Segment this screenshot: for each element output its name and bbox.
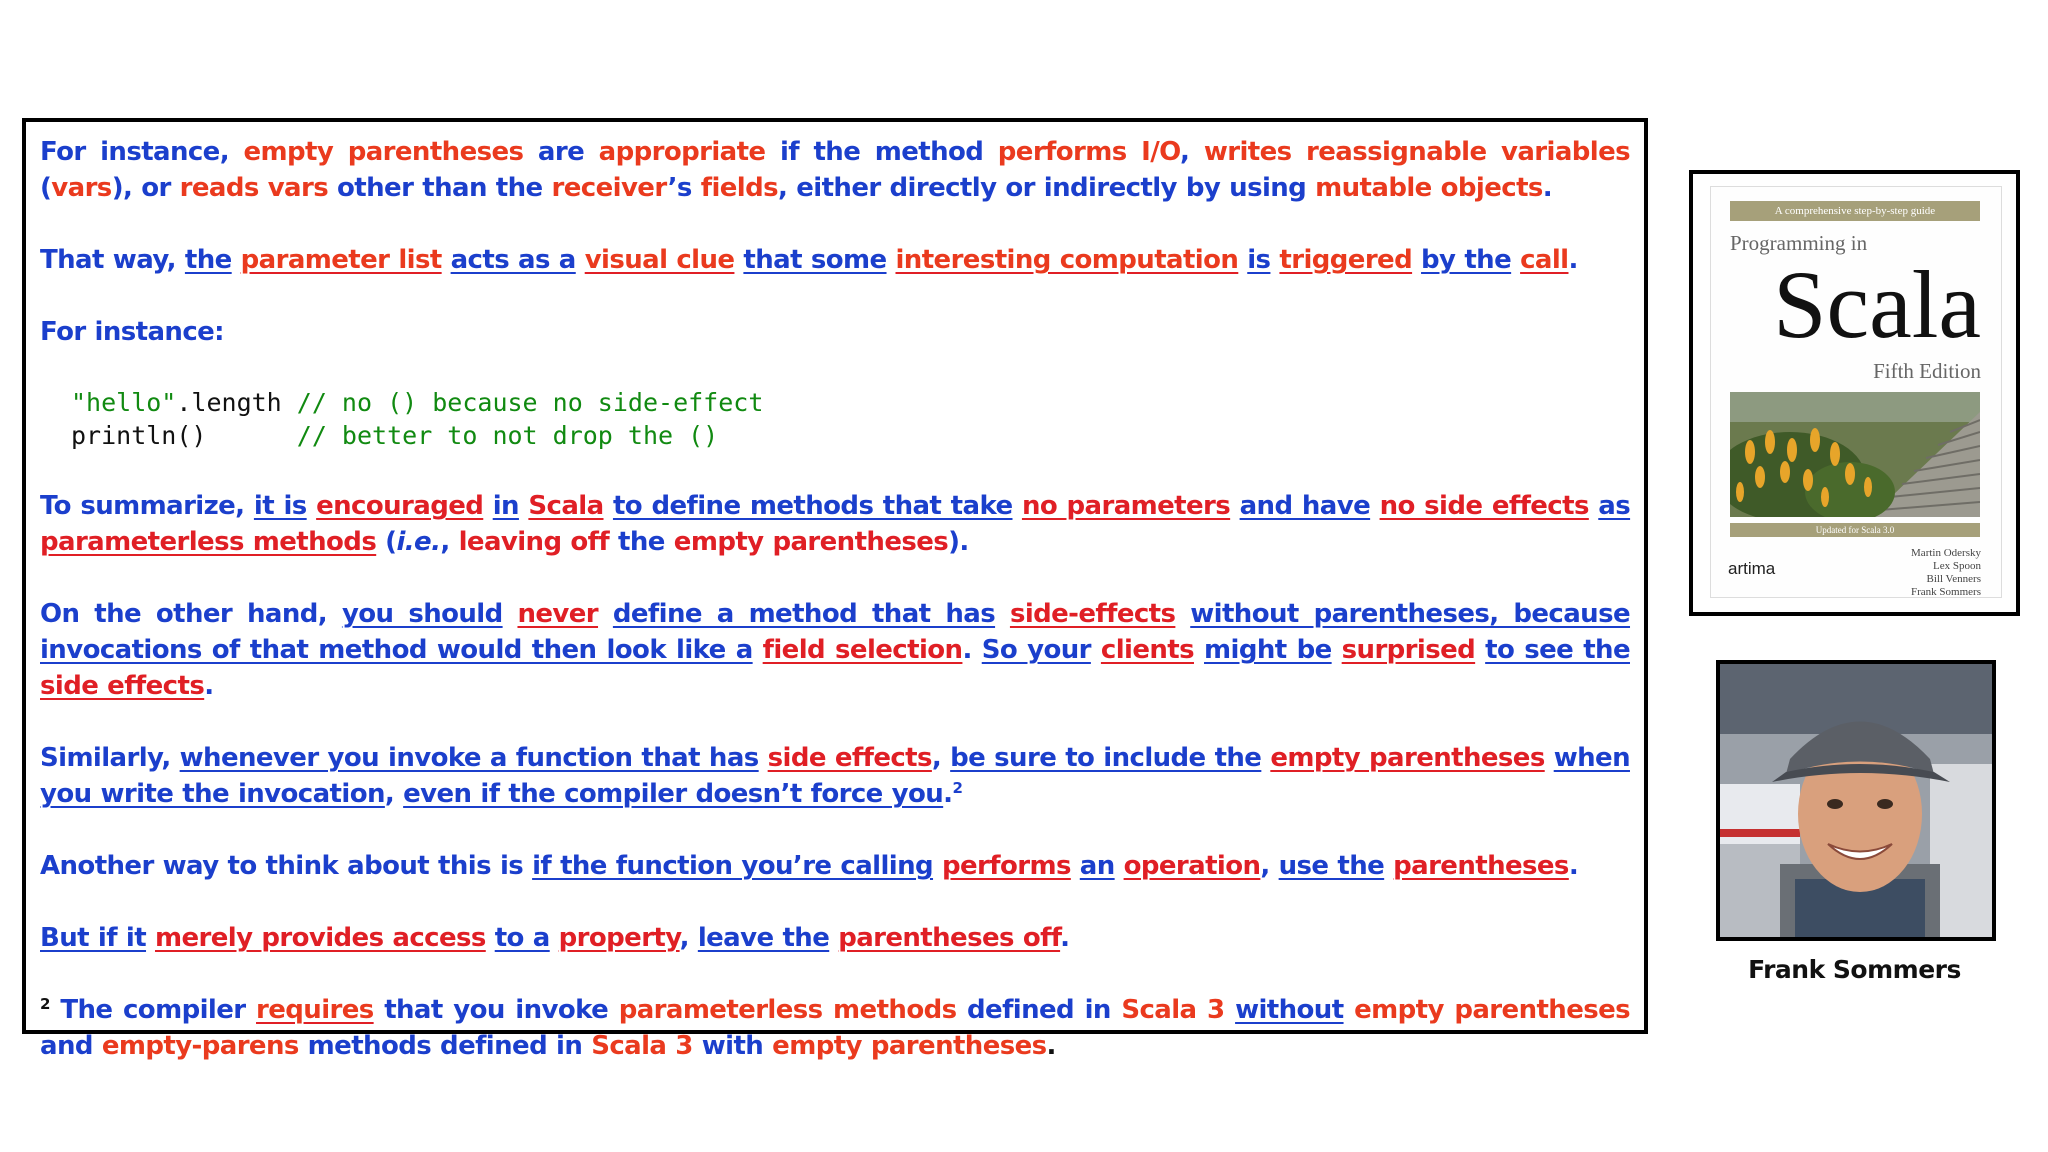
text-run: other than the: [328, 173, 543, 203]
text-run: that you invoke: [384, 995, 609, 1025]
book-cover-frame: [1689, 170, 2020, 616]
text-run: and: [40, 1031, 93, 1061]
text-run: To summarize,: [40, 491, 245, 521]
text-run: fields: [691, 173, 779, 203]
text-run: by the: [1421, 245, 1512, 275]
text-run: mutable objects: [1306, 173, 1543, 203]
book-cover-photo: [1730, 392, 1980, 517]
text-run: ,: [679, 923, 689, 953]
text-run: empty parentheses: [229, 137, 524, 167]
text-run: empty parentheses: [1343, 995, 1631, 1025]
text-run: parameterless methods: [608, 995, 957, 1025]
text-run: Scala: [528, 491, 604, 521]
text-run: appropriate: [584, 137, 766, 167]
text-run: empty-parens: [92, 1031, 299, 1061]
text-run: is: [1247, 245, 1271, 275]
paragraph-3: For instance:: [40, 317, 224, 347]
text-run: So your: [981, 635, 1091, 665]
text-run: writes reassignable variables: [1189, 137, 1631, 167]
text-run: triggered: [1279, 245, 1413, 275]
text-run: clients: [1100, 635, 1194, 665]
text-run: are: [523, 137, 585, 167]
book-edition: Fifth Edition: [1873, 359, 1981, 383]
text-run: to a: [494, 923, 550, 953]
paragraph-1: [40, 134, 1630, 206]
text-run: leaving off: [449, 527, 610, 557]
text-run: that some: [743, 245, 887, 275]
text-run: performs: [941, 851, 1071, 881]
text-run: receiver: [542, 173, 668, 203]
book-update-band: Updated for Scala 3.0: [1730, 523, 1980, 537]
book-pre-title: Programming in: [1730, 231, 1868, 255]
paragraph-8: [40, 920, 1630, 956]
text-run: without: [1235, 995, 1344, 1025]
paragraph-7: [40, 848, 1630, 884]
text-run: if the method: [765, 137, 984, 167]
text-run: be sure to include the: [950, 743, 1262, 773]
code-block: [71, 386, 1630, 452]
text-run: no parameters: [1021, 491, 1231, 521]
text-run: it is: [253, 491, 307, 521]
text-run: to see the: [1485, 635, 1630, 665]
text-run: never: [517, 599, 599, 629]
book-author: Bill Venners: [1926, 573, 1981, 585]
text-run: methods defined in: [298, 1031, 583, 1061]
text-run: The compiler: [49, 995, 246, 1025]
book-author: Frank Sommers: [1911, 586, 1981, 598]
text-run: without parentheses, because invocations of that method would then look like a: [40, 599, 1631, 665]
text-run: reads vars: [170, 173, 329, 203]
text-run: , either directly or indirectly by using: [778, 173, 1307, 203]
text-run: you should: [341, 599, 503, 629]
book-title: Scala: [1773, 251, 1981, 358]
author-photo: [1716, 660, 1996, 941]
text-run: operation: [1123, 851, 1261, 881]
text-run: acts as a: [450, 245, 576, 275]
book-author: Martin Odersky: [1911, 547, 1981, 559]
text-run: But if it: [40, 923, 147, 953]
code-string: "hello": [71, 388, 177, 417]
text-run: ’s: [667, 173, 692, 203]
text-run: side effects: [767, 743, 932, 773]
text-run: Similarly,: [40, 743, 171, 773]
paragraph-5: [40, 596, 1630, 704]
text-run: side effects: [40, 671, 205, 701]
text-run: defined in: [956, 995, 1111, 1025]
book-tagline: A comprehensive step-by-step guide: [1730, 201, 1980, 221]
text-run: in: [492, 491, 519, 521]
text-run: vars: [51, 173, 112, 203]
text-run: define a method that has: [612, 599, 996, 629]
book-author: Lex Spoon: [1933, 560, 1981, 572]
text-run: encouraged: [316, 491, 484, 521]
text-run: ,: [1260, 851, 1270, 881]
text-run: (: [376, 527, 397, 557]
paragraph-4: [40, 488, 1630, 560]
text-run: parameterless methods: [40, 527, 377, 557]
text-run: merely provides access: [154, 923, 486, 953]
text-run: (: [40, 173, 52, 203]
text-run: Another way to think about this is: [40, 851, 524, 881]
text-run: .: [943, 779, 953, 809]
text-run: empty parentheses: [1270, 743, 1545, 773]
text-run: side-effects: [1009, 599, 1176, 629]
text-run: Scala 3: [1110, 995, 1225, 1025]
author-name: Frank Sommers: [1748, 955, 1961, 984]
text-run: surprised: [1341, 635, 1476, 665]
text-run: i.e.: [396, 527, 441, 557]
text-run: empty parentheses: [664, 527, 949, 557]
text-run: performs I/O: [983, 137, 1181, 167]
text-run: .: [962, 635, 972, 665]
text-run: interesting computation: [895, 245, 1239, 275]
text-run: Scala 3: [582, 1031, 693, 1061]
text-run: use the: [1278, 851, 1385, 881]
text-run: parentheses off: [838, 923, 1061, 953]
text-run: the: [609, 527, 665, 557]
text-run: .: [1568, 245, 1578, 275]
text-run: even if the compiler doesn’t force you: [403, 779, 944, 809]
text-run: parentheses: [1393, 851, 1569, 881]
code-plain: .length: [176, 388, 297, 417]
text-run: and have: [1239, 491, 1371, 521]
book-cover: [1710, 186, 2002, 598]
text-run: parameter list: [240, 245, 442, 275]
text-run: .: [1568, 851, 1579, 881]
text-run: .: [1060, 923, 1070, 953]
main-text-box: [22, 118, 1648, 1061]
text-run: ,: [440, 527, 450, 557]
text-run: ), or: [111, 173, 171, 203]
code-comment: // no () because no side-effect: [296, 388, 764, 417]
text-run: whenever you invoke a function that has: [179, 743, 759, 773]
text-run: might be: [1204, 635, 1332, 665]
text-run: property: [558, 923, 680, 953]
text-run: For instance,: [40, 137, 229, 167]
garden-stairs-illustration: [1730, 392, 1980, 517]
text-run: visual clue: [584, 245, 735, 275]
footnote-marker: 2: [952, 779, 963, 797]
author-portrait-illustration: [1720, 664, 1992, 937]
text-run: requires: [256, 995, 374, 1025]
text-run: leave the: [697, 923, 830, 953]
text-run: .: [1046, 1031, 1056, 1061]
book-authors: [1911, 547, 1981, 599]
paragraph-6: [40, 740, 1630, 812]
text-run: an: [1079, 851, 1115, 881]
text-run: call: [1520, 245, 1569, 275]
paragraph-2: [40, 242, 1630, 278]
book-publisher: artima: [1728, 559, 1776, 578]
footnote-marker: 2: [40, 995, 50, 1013]
text-run: ,: [1180, 137, 1190, 167]
code-plain: println(): [71, 421, 297, 450]
text-run: if the function you’re calling: [532, 851, 934, 881]
text-run: no side effects: [1379, 491, 1589, 521]
text-run: ,: [384, 779, 395, 809]
code-comment: // better to not drop the (): [296, 421, 719, 450]
text-run: when you write the invocation: [40, 743, 1630, 809]
text-run: field selection: [762, 635, 963, 665]
footnote: [40, 992, 1630, 1064]
text-run: .: [1542, 173, 1553, 203]
text-run: .: [204, 671, 214, 701]
text-run: to define methods that take: [612, 491, 1013, 521]
text-run: with: [692, 1031, 764, 1061]
text-run: as: [1598, 491, 1631, 521]
text-run: On the other hand,: [40, 599, 328, 629]
text-run: the: [184, 245, 232, 275]
text-run: empty parentheses: [763, 1031, 1047, 1061]
text-run: ).: [948, 527, 969, 557]
text-run: ,: [931, 743, 942, 773]
text-run: That way,: [40, 245, 176, 275]
